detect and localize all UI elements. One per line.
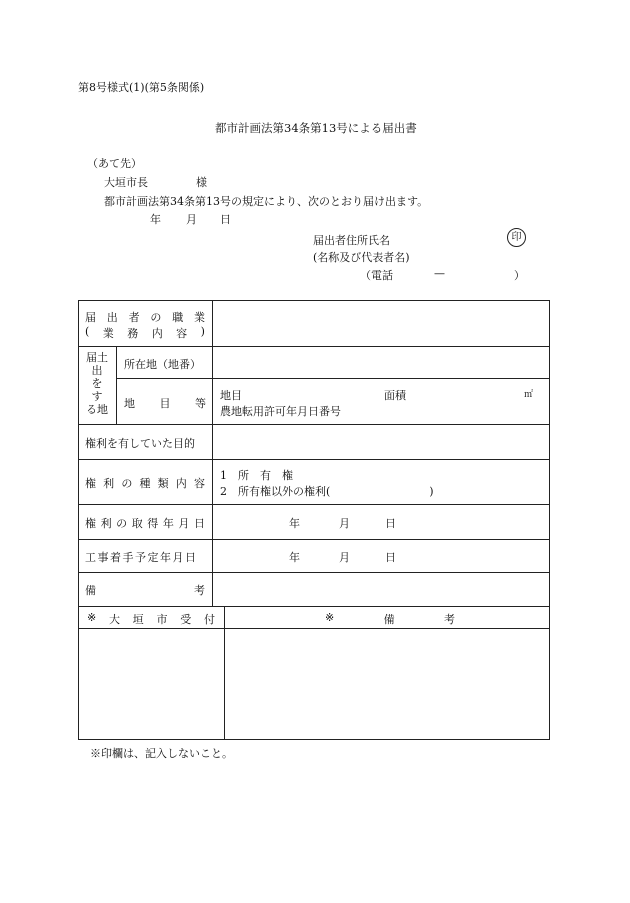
reception-char: ※ [87,611,97,624]
remarks-char: 考 [194,584,205,597]
right-option-ownership: 1 所 有 権 [220,469,293,482]
land-group-char: る地 [86,403,108,416]
right-type-char: 利 [103,477,115,490]
location-label: 所在地（地番） [124,358,201,371]
occupation-char: 者 [128,311,140,324]
date-month: 月 [186,213,197,226]
occupation-char: 職 [172,311,184,324]
acquired-char: 権 [85,517,96,530]
chimoku-char: 地 [124,397,135,410]
acquired-char: 利 [100,517,112,530]
occupation-char: 内 [151,327,163,340]
occupation-char: ) [200,325,205,338]
acquired-char: 月 [178,517,190,530]
acquired-month: 月 [339,517,350,530]
reception-char: 大 [108,613,120,626]
reception-char: 市 [156,613,168,626]
remarks-char: 備 [85,584,96,597]
occupation-label-line1 [85,309,205,325]
right-type-char: の [121,477,133,490]
acquired-char: の [116,517,128,530]
area-unit: ㎡ [524,390,534,400]
occupation-char: 業 [102,327,114,340]
office-remarks-char: ※ [325,611,335,624]
area-field-label: 面積 [384,389,406,402]
acquired-date-label [85,515,205,531]
right-type-label [85,475,205,491]
acquired-char: 年 [162,517,174,530]
occupation-char: 務 [127,327,139,340]
land-group-char: 出 [91,364,103,377]
intro-sentence: 都市計画法第34条第13号の規定により、次のとおり届け出ます。 [104,195,429,208]
addressee-honorific: 様 [196,176,207,189]
construction-year: 年 [289,551,300,564]
applicant-address-name: 届出者住所氏名 [313,234,390,247]
right-type-char: 類 [157,477,169,490]
chimoku-field-label: 地目 [220,389,242,402]
occupation-char: 出 [106,311,118,324]
addressee-label: （あて先） [87,157,142,170]
right-type-char: 内 [175,477,187,490]
chimoku-label [124,395,206,411]
reception-char: 付 [203,613,215,626]
occupation-char: 容 [176,327,188,340]
occupation-char: ( [85,325,90,338]
land-group-label [83,351,111,416]
acquired-char: 得 [147,517,159,530]
right-type-char: 種 [139,477,151,490]
reception-char: 受 [180,613,192,626]
right-type-char: 容 [193,477,205,490]
acquired-char: 日 [193,517,205,530]
purpose-label: 権利を有していた目的 [85,437,195,450]
phone-close: ） [514,269,525,282]
acquired-day: 日 [385,517,396,530]
date-day: 日 [220,213,231,226]
construction-date-label: 工事着手予定年月日 [85,551,198,564]
office-remarks-char: 備 [383,613,395,626]
notification-form-table [78,300,550,740]
seal-mark: 印 [507,228,526,247]
date-year: 年 [150,213,161,226]
construction-month: 月 [339,551,350,564]
land-group-char: を [91,377,103,390]
document-title: 都市計画法第34条第13号による届出書 [215,121,417,135]
occupation-char: 届 [85,311,96,324]
reception-label [87,611,215,627]
phone-dash: — [434,267,445,280]
acquired-char: 取 [131,517,143,530]
permit-number-label: 農地転用許可年月日番号 [220,405,341,418]
office-remarks-label [325,611,455,627]
land-group-char: す [91,390,103,403]
remarks-label [85,582,205,598]
right-type-char: 権 [85,477,96,490]
applicant-representative: (名称及び代表者名) [313,251,410,264]
chimoku-char: 目 [159,397,171,410]
occupation-char: の [150,311,162,324]
reception-char: 垣 [132,613,144,626]
occupation-char: 業 [193,311,205,324]
right-option-other: 2 所有権以外の権利( ) [220,485,434,498]
form-number: 第8号様式(1)(第5条関係) [78,81,205,94]
phone-label: （電話 [360,269,393,282]
footnote: ※印欄は、記入しないこと。 [90,747,233,760]
occupation-label-line2 [85,325,205,341]
construction-day: 日 [385,551,396,564]
acquired-year: 年 [289,517,300,530]
land-group-char: 届土 [86,351,108,364]
office-remarks-char: 考 [444,613,455,626]
addressee-mayor: 大垣市長 [104,176,148,189]
chimoku-char: 等 [195,397,206,410]
